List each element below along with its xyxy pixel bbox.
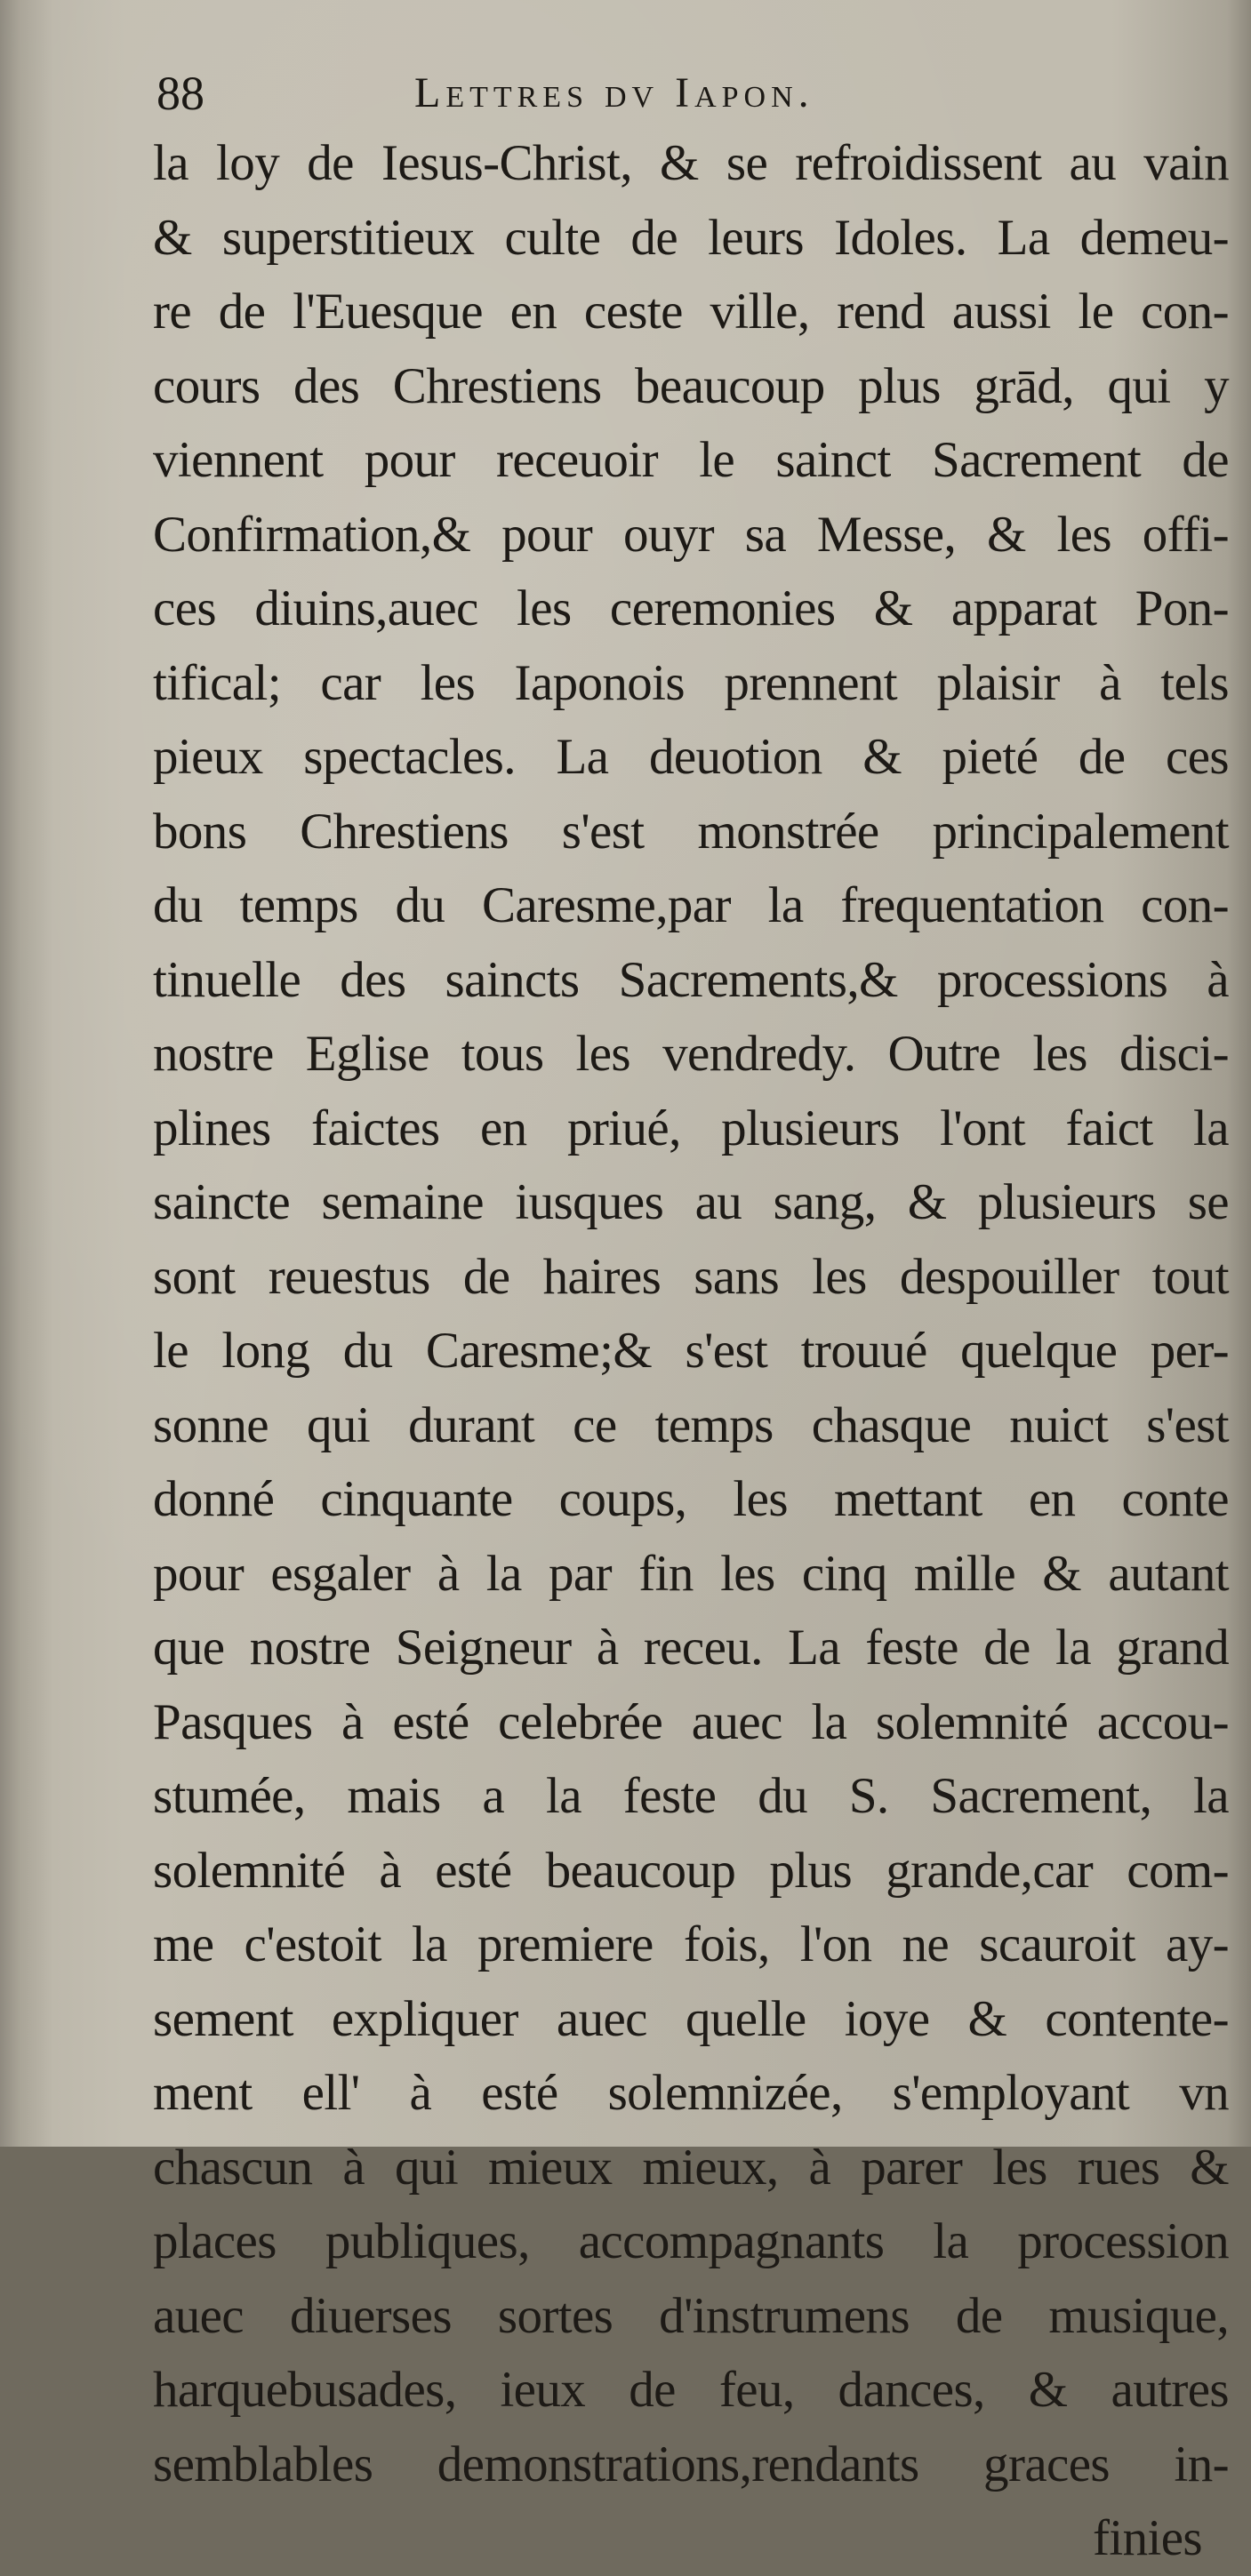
- text-line: nostre Eglise tous les vendredy. Outre les disci-: [153, 1026, 1229, 1082]
- body-text: [153, 126, 1229, 2576]
- text-line: pour esgaler à la par fin les cinq mille & autant: [153, 1545, 1229, 1602]
- text-line: sonne qui durant ce temps chasque nuict s'est: [153, 1396, 1229, 1453]
- text-line: cours des Chrestiens beaucoup plus grād, qui y: [153, 357, 1229, 414]
- text-line: plines faictes en priué, plusieurs l'ont faict la: [153, 1100, 1229, 1156]
- text-line: que nostre Seigneur à receu. La feste de la grand: [153, 1620, 1229, 1676]
- text-line: ment ell' à esté solemnizée, s'employant vn: [153, 2065, 1229, 2121]
- text-line: Confirmation,& pour ouyr sa Messe, & les offi-: [153, 506, 1229, 563]
- text-line: tinuelle des saincts Sacrements,& processions à: [153, 951, 1229, 1008]
- text-line: chascun à qui mieux mieux, à parer les rues &: [153, 2139, 1229, 2196]
- text-line: harquebusades, ieux de feu, dances, & autres: [153, 2362, 1229, 2418]
- page-header: [156, 62, 1046, 124]
- text-line: du temps du Caresme,par la frequentation con-: [153, 877, 1229, 933]
- text-line: saincte semaine iusques au sang, & plusieurs se: [153, 1174, 1229, 1230]
- catchword-line: finies: [1092, 2510, 1202, 2566]
- text-line: stumée, mais a la feste du S. Sacrement, la: [153, 1768, 1229, 1824]
- text-line: tifical; car les Iaponois prennent plaisir à tels: [153, 654, 1229, 711]
- text-line: donné cinquante coups, les mettant en conte: [153, 1471, 1229, 1527]
- text-line: Pasques à esté celebrée auec la solemnité accou-: [153, 1693, 1229, 1750]
- text-line: pieux spectacles. La deuotion & pieté de ces: [153, 729, 1229, 785]
- text-line: places publiques, accompagnants la procession: [153, 2213, 1229, 2269]
- page-number: 88: [156, 67, 204, 120]
- text-line: & superstitieux culte de leurs Idoles. La demeu-: [153, 209, 1229, 266]
- text-line: le long du Caresme;& s'est trouué quelque per-: [153, 1323, 1229, 1379]
- text-line: viennent pour receuoir le sainct Sacrement de: [153, 432, 1229, 488]
- text-line: solemnité à esté beaucoup plus grande,car com-: [153, 1842, 1229, 1899]
- text-line: semblables demonstrations,rendants graces in-: [153, 2436, 1229, 2492]
- text-line: bons Chrestiens s'est monstrée principalement: [153, 803, 1229, 860]
- running-title: Lettres dv Iapon.: [414, 69, 814, 116]
- text-line: auec diuerses sortes d'instrumens de musique,: [153, 2287, 1229, 2344]
- text-line: sont reuestus de haires sans les despouiller tout: [153, 1248, 1229, 1305]
- text-line: sement expliquer auec quelle ioye & contente-: [153, 1990, 1229, 2047]
- text-line: me c'estoit la premiere fois, l'on ne scauroit ay-: [153, 1916, 1229, 1972]
- text-line: ces diuins,auec les ceremonies & apparat Pon-: [153, 580, 1229, 636]
- text-line: re de l'Euesque en ceste ville, rend aussi le con-: [153, 284, 1229, 340]
- text-line: la loy de Iesus-Christ, & se refroidissent au vain: [153, 135, 1229, 191]
